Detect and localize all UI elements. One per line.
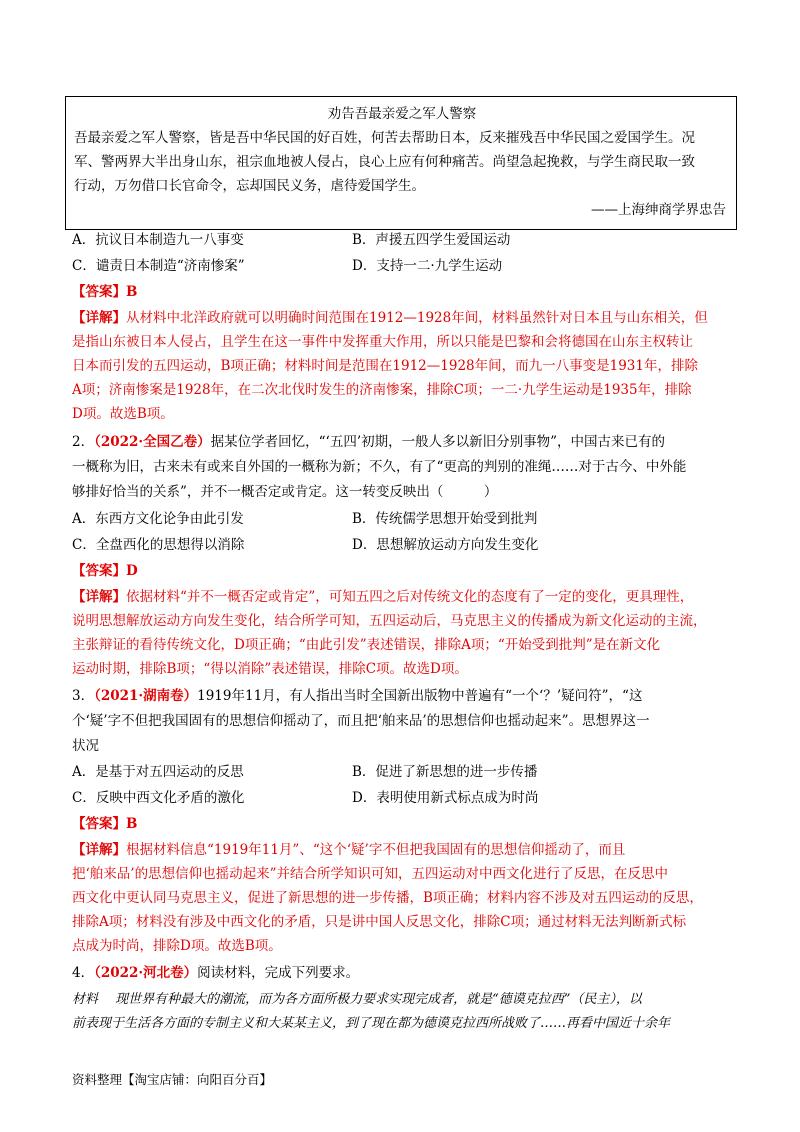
q2-stem-line: 够排好恰当的关系”，并不一概否定或肯定。这一转变反映出（ ） bbox=[72, 484, 498, 500]
q3-detail-line: 西文化中更认同马克思主义，促进了新思想的进一步传播，B项正确；材料内容不涉及对五四运动的反思， bbox=[72, 890, 703, 906]
quote-title: 劝告吾最亲爱之军人警察 bbox=[327, 106, 477, 122]
q4-stem-text: 阅读材料，完成下列要求。 bbox=[197, 965, 360, 981]
q2-detail-line: 主张辩证的看待传统文化，D项正确；“由此引发”表述错误，排除A项；“开始受到批判”是在新文化 bbox=[72, 637, 661, 653]
footer-credit: 资料整理【淘宝店铺：向阳百分百】 bbox=[72, 1072, 273, 1087]
q3-number: 3． bbox=[72, 688, 95, 704]
q4-source: （2022·河北卷） bbox=[94, 965, 198, 981]
q1-detail-line: 日本而引发的五四运动，B项正确；材料时间是范围在1912—1928年间，而九一八事变是1931年，排除 bbox=[72, 358, 698, 374]
q4-number: 4． bbox=[72, 965, 95, 981]
quote-line: 军、警两界大半出身山东，祖宗血地被人侵占，良心上应有何种痛苦。尚望急起挽救，与学生商民取一致 bbox=[74, 154, 695, 170]
quote-box bbox=[65, 96, 737, 230]
q2-option-c: C．全盘西化的思想得以消除 bbox=[72, 537, 245, 553]
quote-line: 吾最亲爱之军人警察，皆是吾中华民国的好百姓，何苦去帮助日本，反来摧残吾中华民国之爱国学生。况 bbox=[74, 130, 695, 146]
q3-stem-line: 个‘疑’字不但把我国固有的思想信仰摇动了，而且把‘舶来品’的思想信仰也摇动起来”。思想界这一 bbox=[72, 713, 650, 729]
q3-answer: 【答案】B bbox=[72, 816, 138, 832]
q2-detail-line: 运动时期，排除B项；“得以消除”表述错误，排除C项。故选D项。 bbox=[72, 661, 468, 677]
q3-stem-text: 1919年11月，有人指出当时全国新出版物中普遍有“一个‘？’疑问符”，“这 bbox=[197, 688, 643, 704]
q3-detail-line: 把‘舶来品’的思想信仰也摇动起来”并结合所学知识可知，五四运动对中西文化进行了反思，在反思中 bbox=[72, 866, 668, 882]
q3-detail-line: 点成为时尚，排除D项。故选B项。 bbox=[72, 938, 282, 954]
q4-material-line: 材料 现世界有种最大的潮流，而为各方面所极力要求实现完成者，就是“德谟克拉西”（民主），以 bbox=[72, 992, 642, 1007]
q2-option-b: B．传统儒学思想开始受到批判 bbox=[352, 511, 538, 527]
q1-option-b: B．声援五四学生爱国运动 bbox=[352, 232, 511, 248]
q2-source: （2022·全国乙卷） bbox=[94, 434, 211, 450]
q3-option-b: B．促进了新思想的进一步传播 bbox=[352, 764, 538, 780]
q1-detail-text: 从材料中北洋政府就可以明确时间范围在1912—1928年间，材料虽然针对日本且与山东相关，但 bbox=[126, 310, 708, 326]
q4-material-line: 前表现于生活各方面的专制主义和大某某主义，到了现在都为德谟克拉西所战败了……再看中国近十余年 bbox=[72, 1016, 671, 1031]
q3-detail-line: 排除A项；材料没有涉及中西文化的矛盾，只是讲中国人反思文化，排除C项；通过材料无法判断新式标 bbox=[72, 914, 687, 930]
q2-detail-line: 说明思想解放运动方向发生变化，结合所学可知，五四运动后，马克思主义的传播成为新文化运动的主流， bbox=[72, 613, 707, 629]
q3-detail-text: 根据材料信息“1919年11月”、“这个‘疑’字不但把我国固有的思想信仰摇动了，而且 bbox=[126, 842, 626, 858]
q2-detail-text: 依据材料“并不一概否定或肯定”，可知五四之后对传统文化的态度有了一定的变化，更具理性， bbox=[126, 589, 694, 605]
q3-option-c: C．反映中西文化矛盾的激化 bbox=[72, 790, 245, 806]
q1-detail-line: A项；济南惨案是1928年，在二次北伐时发生的济南惨案，排除C项；一二·九学生运动是1935年，排除 bbox=[72, 382, 692, 398]
q3-detail-tag: 【详解】 bbox=[72, 842, 126, 858]
q1-detail-line: 是指山东被日本人侵占，且学生在这一事件中发挥重大作用，所以只能是巴黎和会将德国在山东主权转让 bbox=[72, 334, 693, 350]
q3-source: （2021·湖南卷） bbox=[94, 688, 198, 704]
q2-stem-text: 据某位学者回忆，“‘五四’初期，一般人多以新旧分别事物”，中国古来已有的 bbox=[210, 434, 666, 450]
quote-line: 行动，万勿借口长官命令，忘却国民义务，虐待爱国学生。 bbox=[74, 178, 425, 194]
q1-answer: 【答案】B bbox=[72, 284, 138, 300]
q2-answer: 【答案】D bbox=[72, 563, 138, 579]
q4-stem-line bbox=[72, 964, 359, 982]
q3-option-a: A．是基于对五四运动的反思 bbox=[72, 764, 244, 780]
q2-detail-line bbox=[72, 588, 693, 606]
q2-number: 2． bbox=[72, 434, 95, 450]
q2-detail-tag: 【详解】 bbox=[72, 589, 126, 605]
q1-detail-tag: 【详解】 bbox=[72, 310, 126, 326]
quote-source: ——上海绅商学界忠告 bbox=[591, 202, 726, 218]
q3-stem-line: 状况 bbox=[72, 738, 99, 754]
q3-option-d: D．表明使用新式标点成为时尚 bbox=[352, 790, 539, 806]
q3-detail-line bbox=[72, 841, 625, 859]
q3-stem-line bbox=[72, 687, 642, 705]
q1-detail-line: D项。故选B项。 bbox=[72, 406, 174, 422]
q2-option-a: A．东西方文化论争由此引发 bbox=[72, 511, 244, 527]
q1-detail-line bbox=[72, 309, 708, 327]
q2-stem-line bbox=[72, 433, 665, 451]
q2-stem-line: 一概称为旧，古来未有或来自外国的一概称为新；不久，有了“更高的判别的准绳……对于古今、中外能 bbox=[72, 459, 687, 475]
q1-option-a: A．抗议日本制造九一八事变 bbox=[72, 232, 244, 248]
q2-option-d: D．思想解放运动方向发生变化 bbox=[352, 537, 539, 553]
q1-option-c: C．谴责日本制造“济南惨案” bbox=[72, 258, 245, 274]
q1-option-d: D．支持一二·九学生运动 bbox=[352, 258, 503, 274]
